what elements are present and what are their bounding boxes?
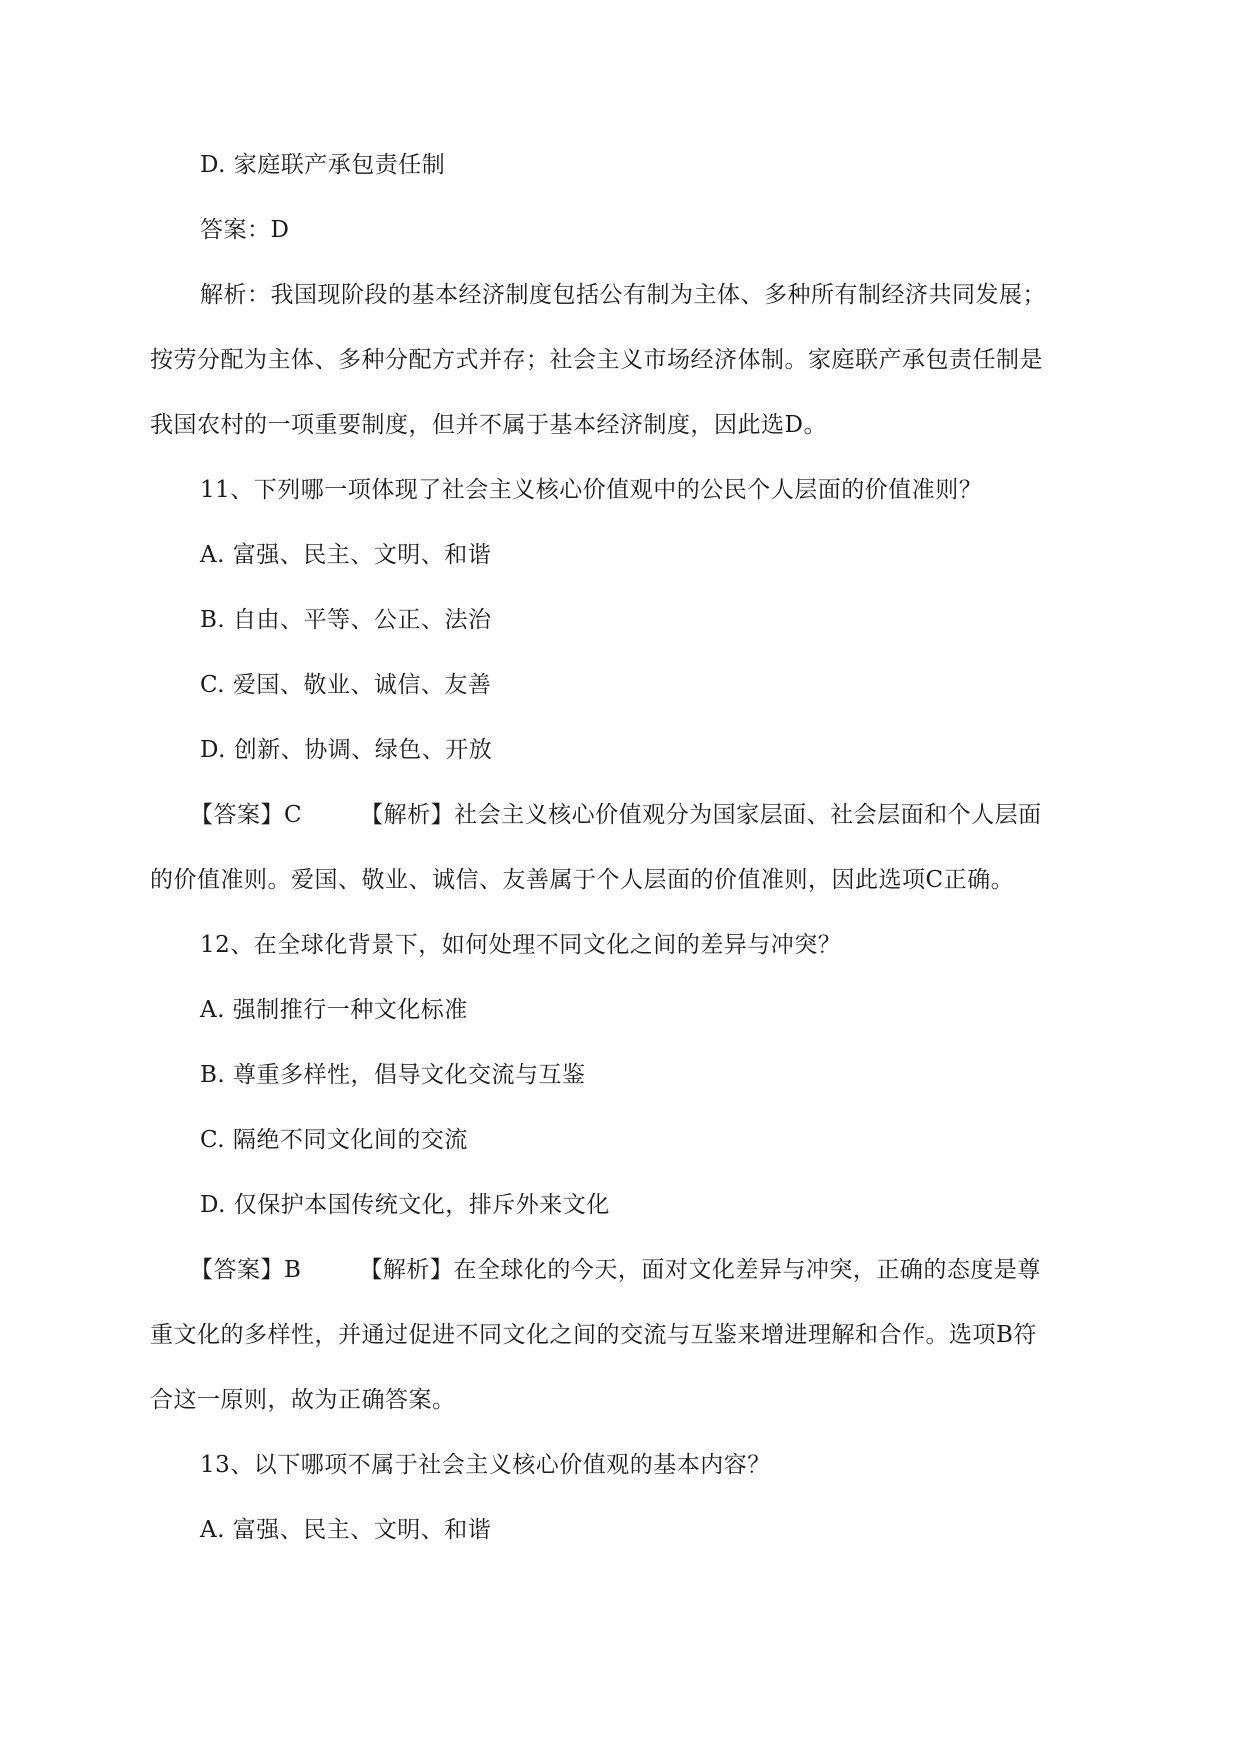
q11-question: 11、下列哪一项体现了社会主义核心价值观中的公民个人层面的价值准则？ <box>200 477 983 503</box>
q12-option-d: D. 仅保护本国传统文化，排斥外来文化 <box>200 1192 610 1218</box>
q12-explanation-first: 【解析】在全球化的今天，面对文化差异与冲突，正确的态度是尊 <box>359 1257 1041 1283</box>
q12-answer: 【答案】B <box>190 1257 302 1283</box>
q13-question: 13、以下哪项不属于社会主义核心价值观的基本内容？ <box>200 1452 771 1478</box>
q11-answer-explanation <box>190 800 1042 830</box>
q11-explanation-first: 【解析】社会主义核心价值观分为国家层面、社会层面和个人层面 <box>360 802 1042 828</box>
prev-answer: 答案：D <box>200 217 290 243</box>
q12-option-b: B. 尊重多样性，倡导文化交流与互鉴 <box>200 1062 586 1088</box>
q11-answer: 【答案】C <box>190 802 303 828</box>
prev-option-d: D. 家庭联产承包责任制 <box>200 152 446 178</box>
q11-option-a: A. 富强、民主、文明、和谐 <box>200 542 492 568</box>
q11-explanation-line-2: 的价值准则。爱国、敬业、诚信、友善属于个人层面的价值准则，因此选项C正确。 <box>150 867 1015 893</box>
q11-option-c: C. 爱国、敬业、诚信、友善 <box>200 672 492 698</box>
q13-option-a: A. 富强、民主、文明、和谐 <box>200 1517 492 1543</box>
prev-explanation-line-1: 解析：我国现阶段的基本经济制度包括公有制为主体、多种所有制经济共同发展； <box>200 282 1046 308</box>
q12-option-c: C. 隔绝不同文化间的交流 <box>200 1127 468 1153</box>
q12-explanation-line-3: 合这一原则，故为正确答案。 <box>150 1387 456 1413</box>
q11-option-b: B. 自由、平等、公正、法治 <box>200 607 492 633</box>
prev-explanation-line-3: 我国农村的一项重要制度，但并不属于基本经济制度，因此选D。 <box>150 412 827 438</box>
prev-explanation-line-2: 按劳分配为主体、多种分配方式并存；社会主义市场经济体制。家庭联产承包责任制是 <box>150 347 1043 373</box>
q12-option-a: A. 强制推行一种文化标准 <box>200 997 468 1023</box>
q12-explanation-line-2: 重文化的多样性，并通过促进不同文化之间的交流与互鉴来增进理解和合作。选项B符 <box>150 1322 1037 1348</box>
q11-option-d: D. 创新、协调、绿色、开放 <box>200 737 493 763</box>
q12-question: 12、在全球化背景下，如何处理不同文化之间的差异与冲突？ <box>200 932 842 958</box>
q12-answer-explanation <box>190 1255 1041 1285</box>
